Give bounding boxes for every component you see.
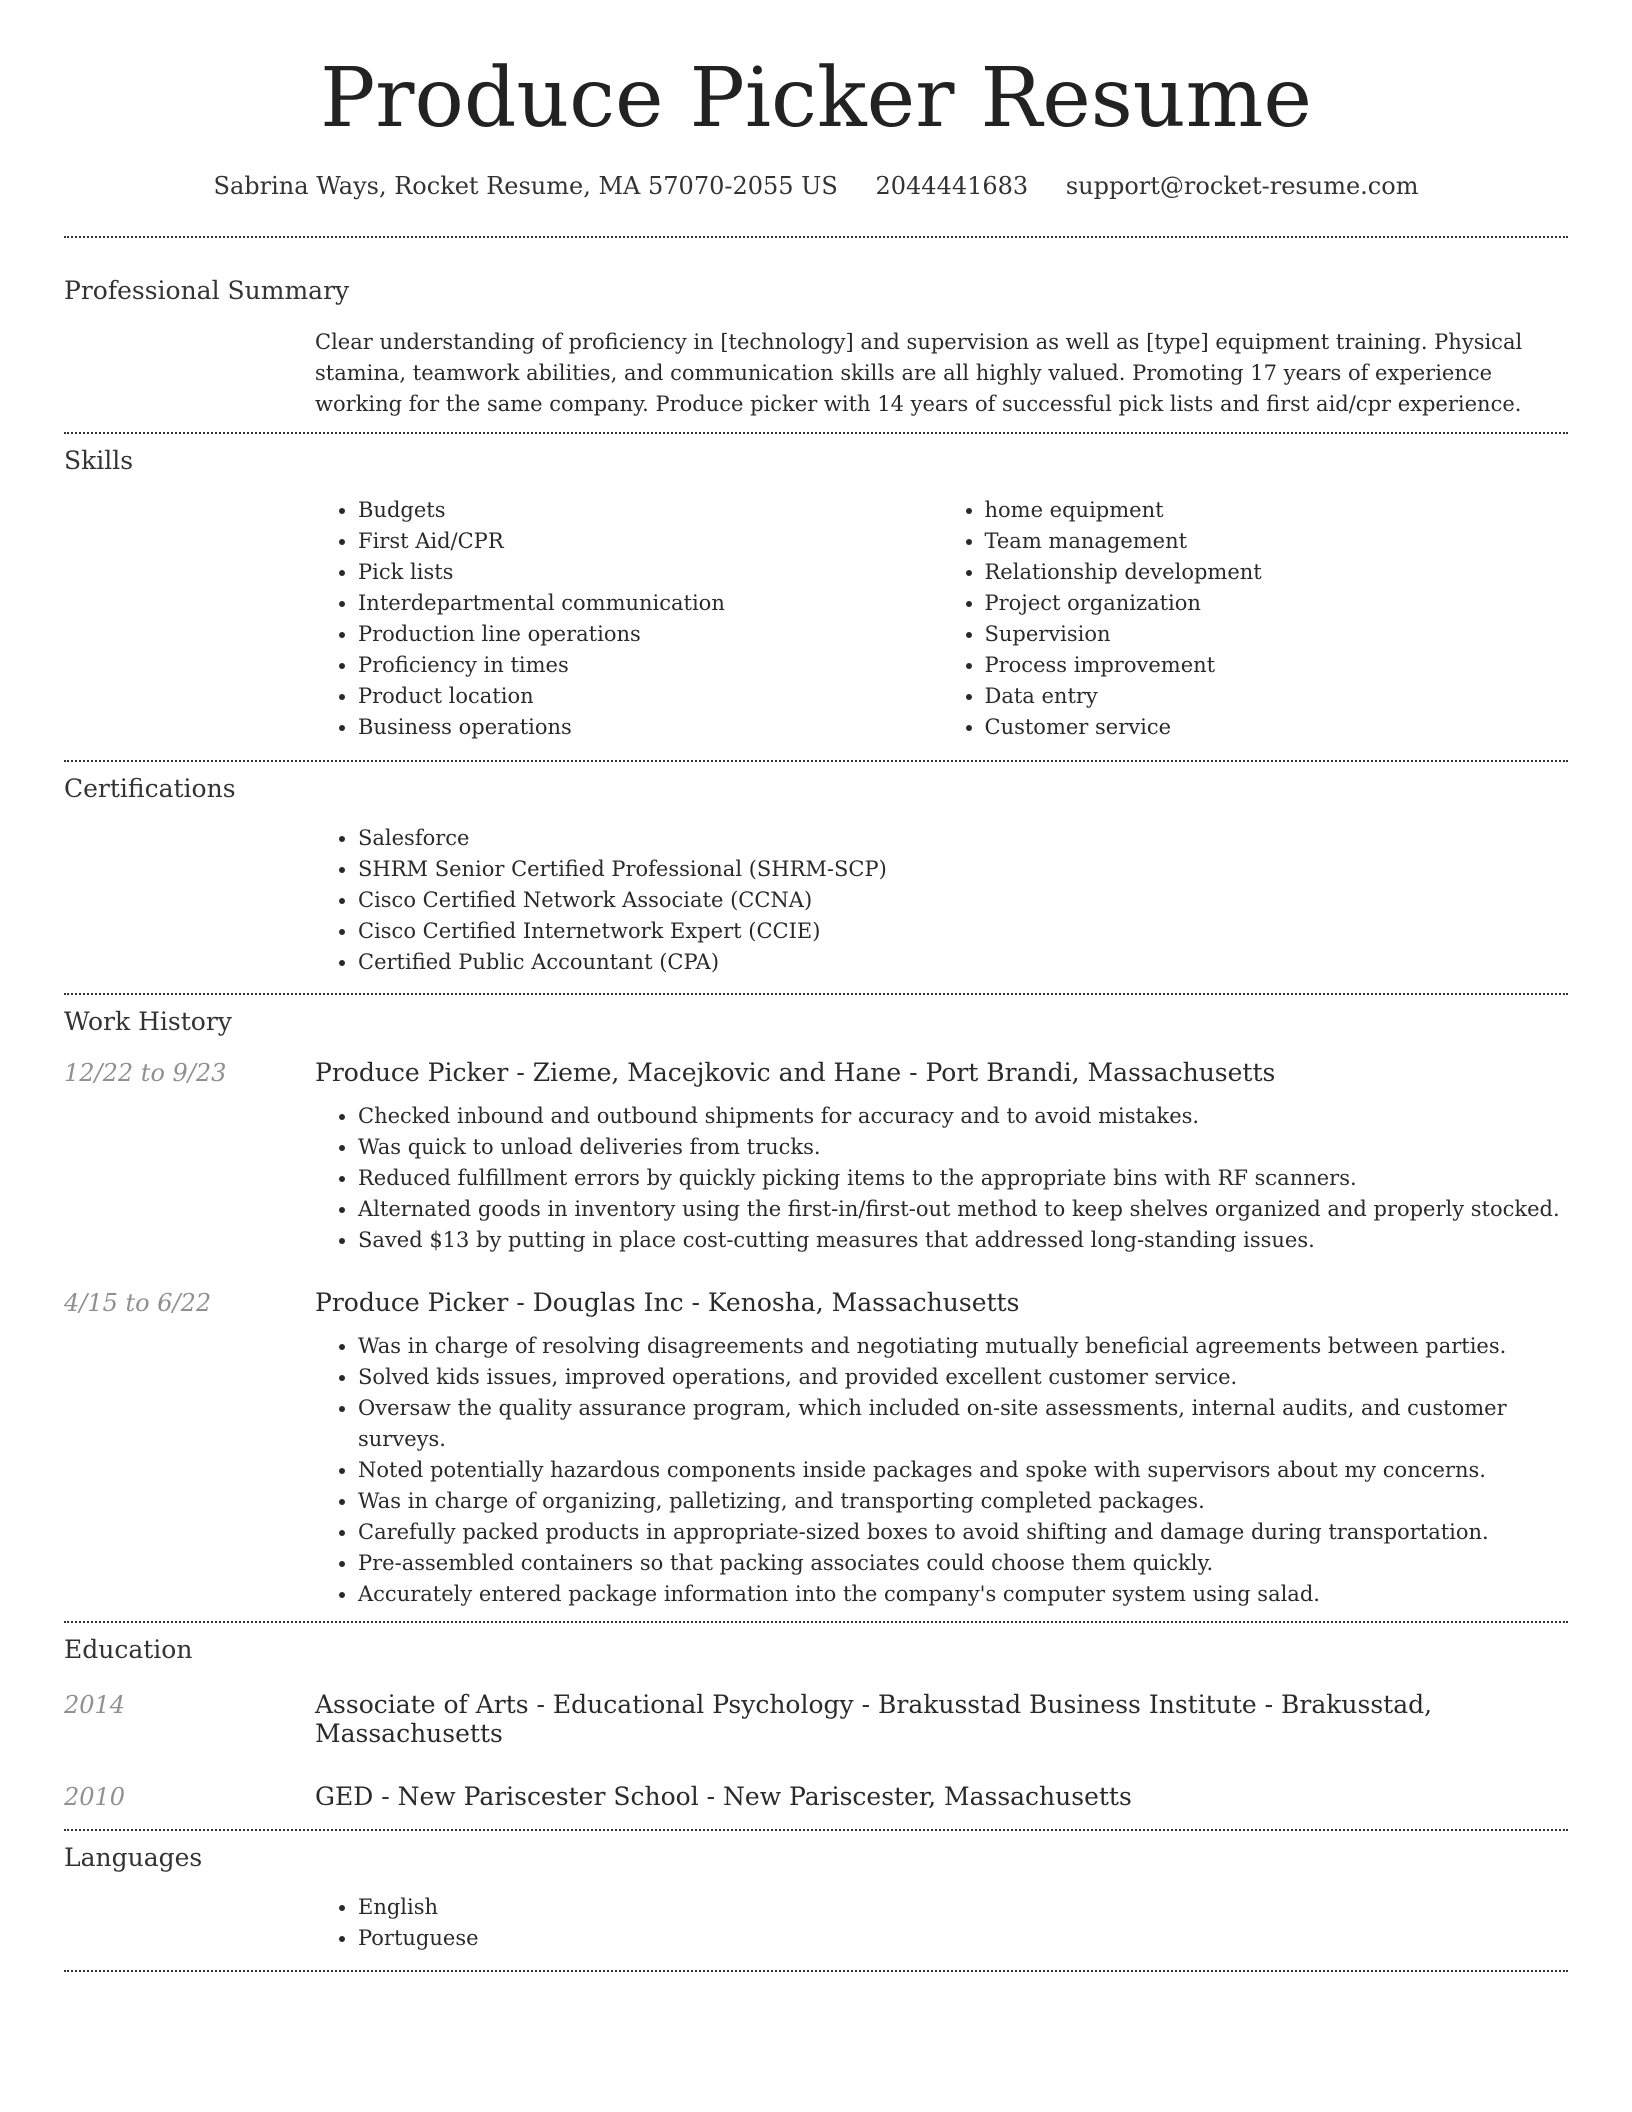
list-item: • Production line operations — [358, 619, 942, 650]
languages-heading: Languages — [64, 1843, 203, 1873]
summary-heading: Professional Summary — [64, 276, 350, 306]
job-header — [64, 1058, 1568, 1087]
certifications-section — [64, 762, 1568, 978]
list-item: • Project organization — [985, 588, 1569, 619]
education-year: 2010 — [64, 1783, 126, 1812]
job-entry — [64, 1058, 1568, 1256]
skills-list-left — [315, 495, 942, 743]
job-title: Produce Picker - Douglas Inc - Kenosha, Massachusetts — [315, 1288, 1020, 1318]
list-item: • Portuguese — [358, 1923, 1568, 1954]
list-item: • Product location — [358, 681, 942, 712]
job-bullets — [315, 1101, 1568, 1256]
list-item: • Supervision — [985, 619, 1569, 650]
skills-grid — [315, 495, 1568, 743]
list-item: • Alternated goods in inventory using the first-in/first-out method to keep shelves organized and properly stocked. — [358, 1194, 1568, 1225]
resume-page — [64, 0, 1568, 1972]
skills-heading: Skills — [64, 446, 134, 476]
list-item: • Process improvement — [985, 650, 1569, 681]
contact-email: support@rocket-resume.com — [1065, 172, 1419, 201]
list-item: • Solved kids issues, improved operations, and provided excellent customer service. — [358, 1362, 1568, 1393]
languages-content — [315, 1892, 1568, 1954]
certifications-heading: Certifications — [64, 774, 236, 804]
certifications-content — [315, 823, 1568, 978]
list-item: • Interdepartmental communication — [358, 588, 942, 619]
education-text: GED - New Pariscester School - New Pariscester, Massachusetts — [315, 1782, 1132, 1812]
list-item: • Cisco Certified Internetwork Expert (CCIE) — [358, 916, 1568, 947]
list-item: • Was in charge of organizing, palletizing, and transporting completed packages. — [358, 1486, 1568, 1517]
job-title: Produce Picker - Zieme, Macejkovic and Hane - Port Brandi, Massachusetts — [315, 1058, 1276, 1088]
list-item: • home equipment — [985, 495, 1569, 526]
education-entry — [64, 1782, 1568, 1811]
list-item: • Data entry — [985, 681, 1569, 712]
list-item: • Noted potentially hazardous components inside packages and spoke with supervisors about my concerns. — [358, 1455, 1568, 1486]
list-item: • English — [358, 1892, 1568, 1923]
skills-section — [64, 434, 1568, 743]
education-heading: Education — [64, 1635, 193, 1665]
list-item: • Accurately entered package information into the company's computer system using salad. — [358, 1579, 1568, 1610]
list-item: • Checked inbound and outbound shipments for accuracy and to avoid mistakes. — [358, 1101, 1568, 1132]
certifications-list — [315, 823, 1568, 978]
job-dates: 4/15 to 6/22 — [64, 1289, 212, 1318]
list-item: • Pick lists — [358, 557, 942, 588]
skills-list-right — [942, 495, 1569, 743]
job-details — [315, 1101, 1568, 1256]
list-item: • Pre-assembled containers so that packing associates could choose them quickly. — [358, 1548, 1568, 1579]
list-item: • Cisco Certified Network Associate (CCNA) — [358, 885, 1568, 916]
list-item: • First Aid/CPR — [358, 526, 942, 557]
job-bullets — [315, 1331, 1568, 1610]
education-year: 2014 — [64, 1691, 126, 1720]
list-item: • Relationship development — [985, 557, 1569, 588]
list-item: • Proficiency in times — [358, 650, 942, 681]
education-section — [64, 1623, 1568, 1811]
list-item: • Reduced fulfillment errors by quickly picking items to the appropriate bins with RF scanners. — [358, 1163, 1568, 1194]
work-history-heading: Work History — [64, 1007, 232, 1037]
education-entry — [64, 1690, 1568, 1748]
list-item: • Business operations — [358, 712, 942, 743]
job-details — [315, 1331, 1568, 1610]
list-item: • Team management — [985, 526, 1569, 557]
job-header — [64, 1288, 1568, 1317]
list-item: • Customer service — [985, 712, 1569, 743]
summary-section — [64, 238, 1568, 420]
list-item: • Was in charge of resolving disagreements and negotiating mutually beneficial agreements between parties. — [358, 1331, 1568, 1362]
list-item: • Budgets — [358, 495, 942, 526]
list-item: • Saved $13 by putting in place cost-cutting measures that addressed long-standing issues. — [358, 1225, 1568, 1256]
job-entry — [64, 1288, 1568, 1610]
contact-phone: 2044441683 — [875, 172, 1029, 201]
list-item: • Salesforce — [358, 823, 1568, 854]
list-item: • Carefully packed products in appropriate-sized boxes to avoid shifting and damage during transportation. — [358, 1517, 1568, 1548]
list-item: • Certified Public Accountant (CPA) — [358, 947, 1568, 978]
list-item: • Was quick to unload deliveries from trucks. — [358, 1132, 1568, 1163]
page-title: Produce Picker Resume — [320, 51, 1312, 146]
education-text: Associate of Arts - Educational Psychology - Brakusstad Business Institute - Brakusstad, Massachusetts — [315, 1690, 1433, 1749]
divider — [64, 1970, 1568, 1972]
languages-list — [315, 1892, 1568, 1954]
job-dates: 12/22 to 9/23 — [64, 1059, 227, 1088]
summary-text: Clear understanding of proficiency in [technology] and supervision as well as [type] equipment training. Physical stamina, teamwork abilities, and communication skills are all highly valued. Promoting 17 years of experience working for the same company. Produce picker with 14 years of successful pick lists and first aid/cpr experience. — [315, 330, 1523, 417]
contact-line — [64, 172, 1568, 200]
list-item: • Oversaw the quality assurance program, which included on-site assessments, internal audits, and customer surveys. — [358, 1393, 1568, 1455]
list-item: • SHRM Senior Certified Professional (SHRM-SCP) — [358, 854, 1568, 885]
languages-section — [64, 1831, 1568, 1954]
contact-address: Sabrina Ways, Rocket Resume, MA 57070-2055 US — [213, 172, 838, 201]
work-history-section — [64, 995, 1568, 1610]
